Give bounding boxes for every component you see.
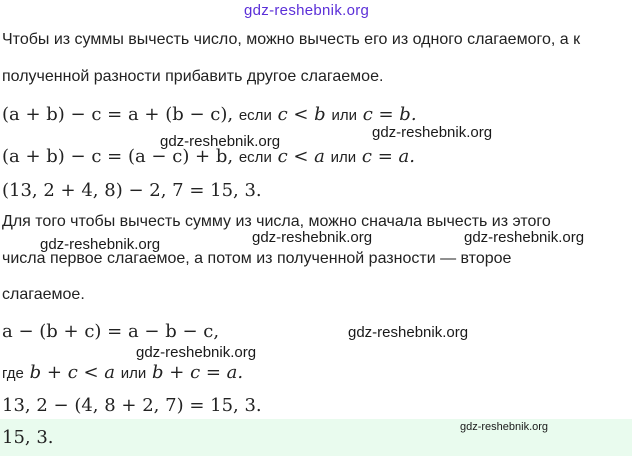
formula-2-condition-2: c = a.: [361, 146, 415, 167]
formula-3-condition-line: [2, 362, 243, 385]
watermark: gdz-reshebnik.org: [464, 229, 585, 246]
formula-2-expr: (a + b) − c = (a − c) + b,: [2, 146, 234, 167]
formula-1-condition-2: c = b.: [362, 104, 417, 125]
example-1: (13, 2 + 4, 8) − 2, 7 = 15, 3.: [2, 180, 262, 201]
rule2-line2: числа первое слагаемое, а потом из полученной разности — второе: [2, 250, 512, 267]
answer-box: [0, 419, 632, 456]
formula-3-condition: b + c < a: [29, 362, 116, 383]
formula-2: [2, 146, 415, 169]
watermark: gdz-reshebnik.org: [40, 236, 161, 253]
formula-3-expr: a − (b + c) = a − b − c,: [2, 321, 220, 342]
formula-3: [2, 321, 219, 343]
watermark: gdz-reshebnik.org: [348, 324, 469, 341]
watermark: gdz-reshebnik.org: [252, 229, 373, 246]
formula-1: [2, 104, 417, 127]
rule1-line1: Чтобы из суммы вычесть число, можно вычесть его из одного слагаемого, а к: [2, 31, 581, 48]
formula-1-if-word: если: [238, 107, 272, 124]
formula-3-condition-2: b + c = a.: [152, 362, 244, 383]
watermark-top: gdz-reshebnik.org: [244, 2, 370, 19]
watermark-small: gdz-reshebnik.org: [460, 421, 549, 433]
rule2-line3: слагаемое.: [2, 286, 85, 303]
watermark: gdz-reshebnik.org: [372, 124, 493, 141]
watermark: gdz-reshebnik.org: [136, 344, 257, 361]
formula-2-if-word: если: [238, 149, 272, 166]
formula-1-condition: c < b: [277, 104, 326, 125]
formula-3-where-word: где: [2, 365, 24, 382]
formula-2-or-word: или: [330, 149, 357, 166]
rule1-line2: полученной разности прибавить другое слагаемое.: [2, 68, 384, 85]
example-2: 13, 2 − (4, 8 + 2, 7) = 15, 3.: [2, 395, 262, 416]
formula-1-or-word: или: [331, 107, 357, 124]
rule2-line1: Для того чтобы вычесть сумму из числа, можно сначала вычесть из этого: [2, 213, 551, 230]
formula-1-expr: (a + b) − c = a + (b − c),: [2, 104, 234, 125]
watermark: gdz-reshebnik.org: [160, 133, 281, 150]
formula-2-condition: c < a: [277, 146, 325, 167]
formula-3-or-word: или: [120, 365, 147, 382]
answer-value: 15, 3.: [2, 427, 54, 448]
